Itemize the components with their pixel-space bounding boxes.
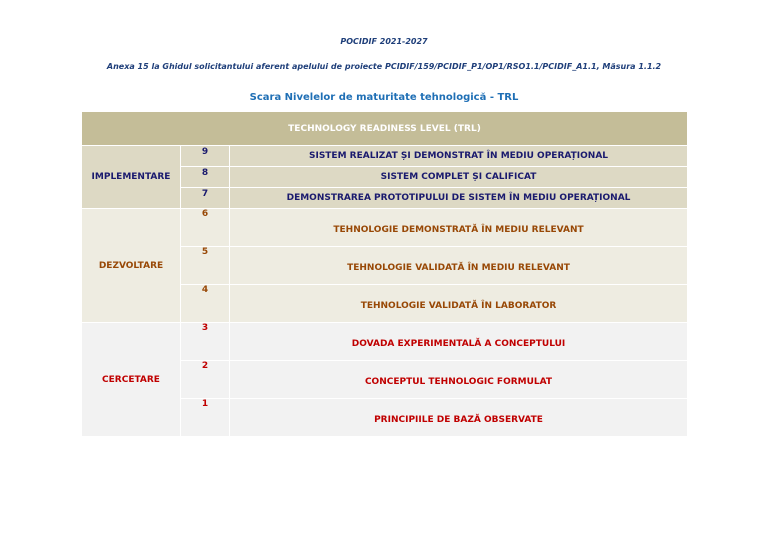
level-number: 4 (181, 285, 230, 323)
trl-table (81, 111, 688, 437)
level-number: 8 (181, 167, 230, 188)
level-number: 9 (181, 146, 230, 167)
level-number: 3 (181, 323, 230, 361)
table-row (82, 323, 688, 361)
table-row (82, 146, 688, 167)
level-number: 7 (181, 188, 230, 209)
annex-reference: Anexa 15 la Ghidul solicitantului aferent apelului de proiecte PCIDIF/159/PCIDIF_P1/OP1/RSO1.1/PCIDIF_A1.1, Măsura 1.1.2 (106, 62, 662, 71)
document-subtitle: Scara Nivelelor de maturitate tehnologică - TRL (249, 92, 519, 103)
level-description: TEHNOLOGIE VALIDATĂ ÎN LABORATOR (230, 285, 688, 323)
category-label: IMPLEMENTARE (91, 172, 171, 182)
level-number: 1 (181, 399, 230, 437)
level-number: 5 (181, 247, 230, 285)
level-description: SISTEM COMPLET ȘI CALIFICAT (230, 167, 688, 188)
level-number: 2 (181, 361, 230, 399)
level-description: DOVADA EXPERIMENTALĂ A CONCEPTULUI (230, 323, 688, 361)
level-description: CONCEPTUL TEHNOLOGIC FORMULAT (230, 361, 688, 399)
level-description: PRINCIPIILE DE BAZĂ OBSERVATE (230, 399, 688, 437)
program-title: POCIDIF 2021-2027 (340, 37, 428, 46)
level-description: SISTEM REALIZAT ȘI DEMONSTRAT ÎN MEDIU OPERAȚIONAL (230, 146, 688, 167)
level-description: TEHNOLOGIE VALIDATĂ ÎN MEDIU RELEVANT (230, 247, 688, 285)
level-number: 6 (181, 209, 230, 247)
level-description: DEMONSTRAREA PROTOTIPULUI DE SISTEM ÎN MEDIU OPERAȚIONAL (230, 188, 688, 209)
level-description: TEHNOLOGIE DEMONSTRATĂ ÎN MEDIU RELEVANT (230, 209, 688, 247)
category-cercetare: CERCETARE (82, 323, 181, 437)
category-dezvoltare: DEZVOLTARE (82, 209, 181, 323)
table-row (82, 209, 688, 247)
table-title: TECHNOLOGY READINESS LEVEL (TRL) (82, 112, 688, 146)
category-implementare (82, 146, 181, 209)
